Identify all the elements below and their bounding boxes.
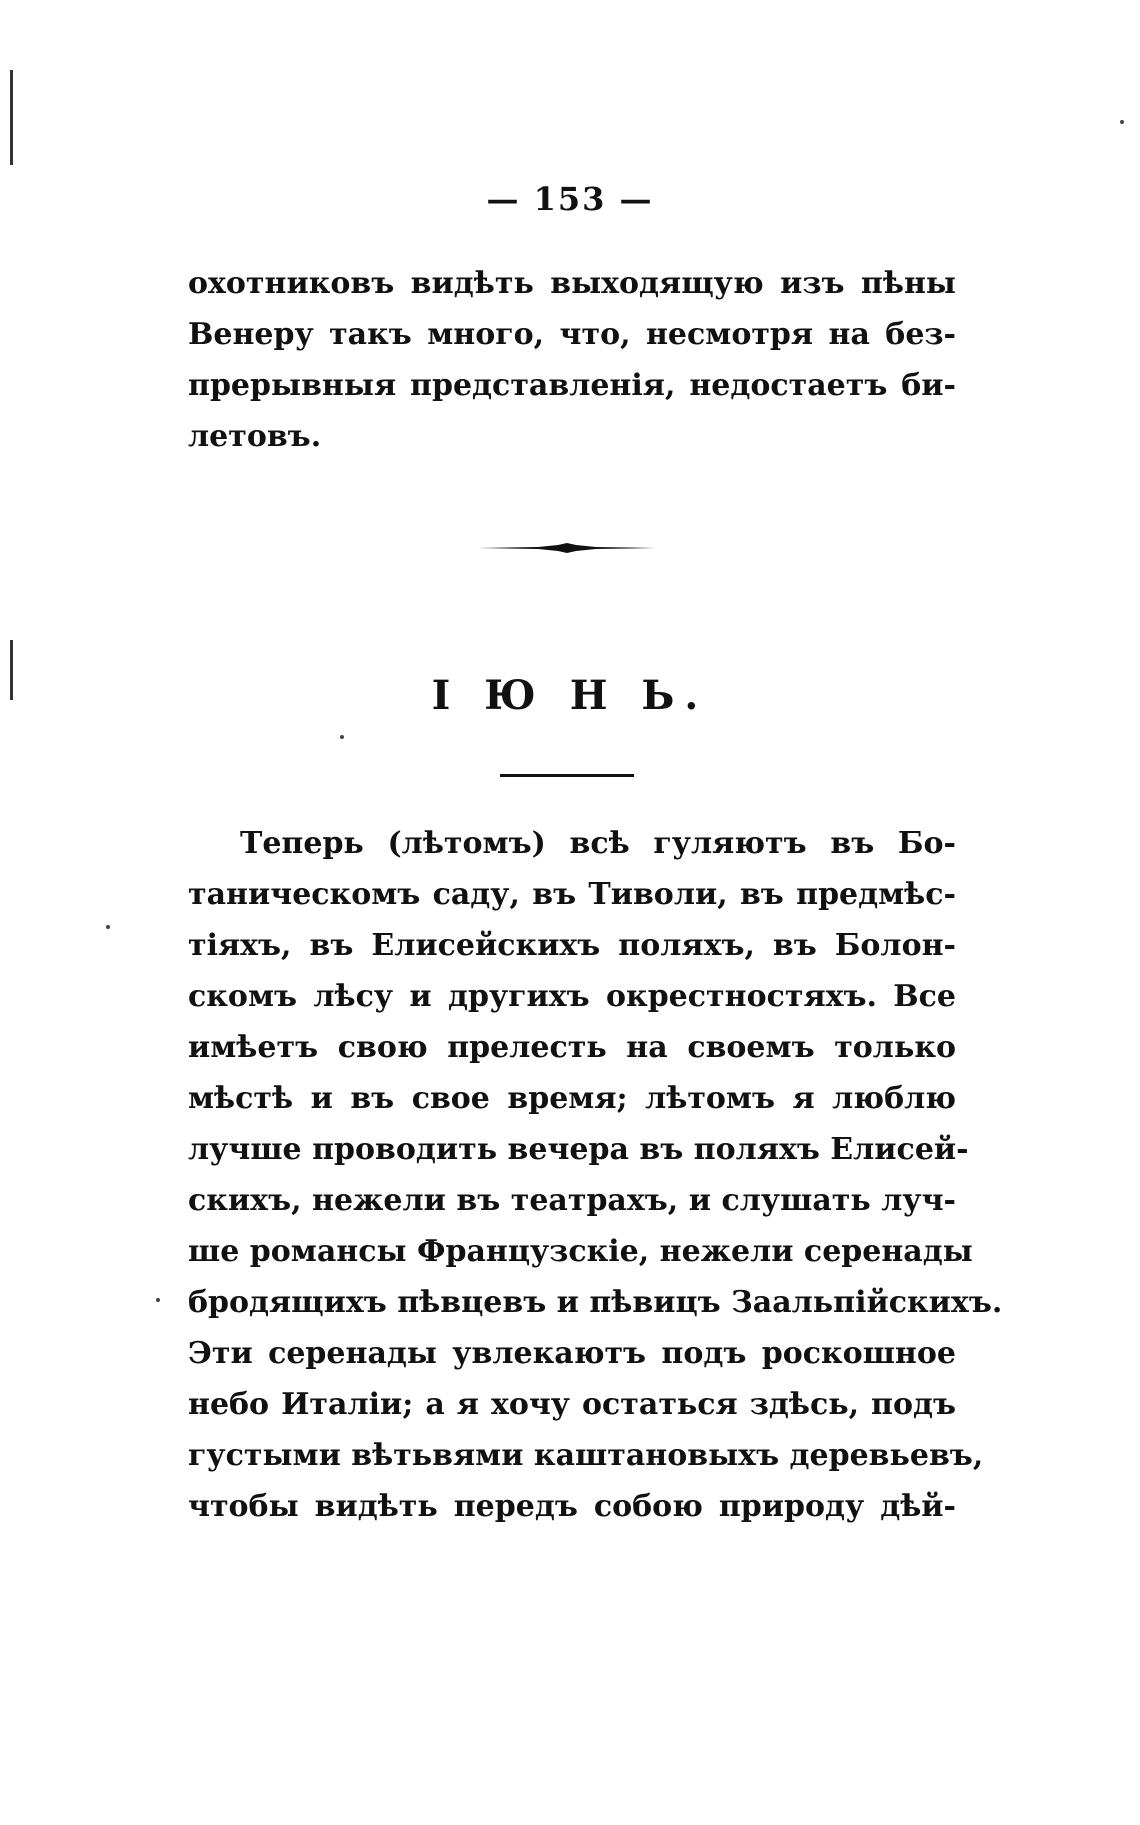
scan-speck (1120, 120, 1124, 124)
text-line: таническомъ саду, въ Тиволи, въ предмѣс- (188, 877, 956, 912)
text-line: тіяхъ, въ Елисейскихъ поляхъ, въ Болон- (188, 928, 956, 963)
text-line: скомъ лѣсу и другихъ окрестностяхъ. Все (188, 979, 956, 1014)
text-line: лучше проводить вечера въ поляхъ Елисей- (188, 1132, 969, 1167)
page-number: — 153 — (486, 180, 654, 218)
text-line: Эти серенады увлекаютъ подъ роскошное (188, 1336, 956, 1371)
text-line: Теперь (лѣтомъ) всѣ гуляютъ въ Бо- (240, 826, 956, 861)
continued-paragraph (188, 258, 956, 462)
scan-edge-mark (10, 70, 13, 165)
scan-speck (106, 925, 110, 929)
scan-speck (340, 735, 344, 739)
text-line: скихъ, нежели въ театрахъ, и слушать луч- (188, 1183, 956, 1218)
text-line: чтобы видѣть передъ собою природу дѣй- (188, 1489, 956, 1524)
text-line: Венеру такъ много, что, несмотря на без- (188, 317, 956, 352)
title-underline-rule (500, 774, 634, 777)
chapter-title: І Ю Н Ь. (431, 672, 709, 719)
text-line: охотниковъ видѣть выходящую изъ пѣны (188, 266, 956, 301)
text-line: мѣстѣ и въ свое время; лѣтомъ я люблю (188, 1081, 956, 1116)
text-line: имѣетъ свою прелесть на своемъ только (188, 1030, 956, 1065)
text-line: прерывныя представленія, недостаетъ би- (188, 368, 956, 403)
main-paragraph (188, 818, 1003, 1532)
text-line: ше романсы Французскіе, нежели серенады (188, 1234, 973, 1269)
text-line: густыми вѣтьвями каштановыхъ деревьевъ, (188, 1438, 984, 1473)
section-divider-ornament (478, 542, 656, 554)
text-line: летовъ. (188, 419, 322, 454)
scan-speck (156, 1298, 160, 1302)
text-line: бродящихъ пѣвцевъ и пѣвицъ Заальпійскихъ. (188, 1285, 1003, 1320)
text-line: небо Италіи; а я хочу остаться здѣсь, подъ (188, 1387, 956, 1422)
